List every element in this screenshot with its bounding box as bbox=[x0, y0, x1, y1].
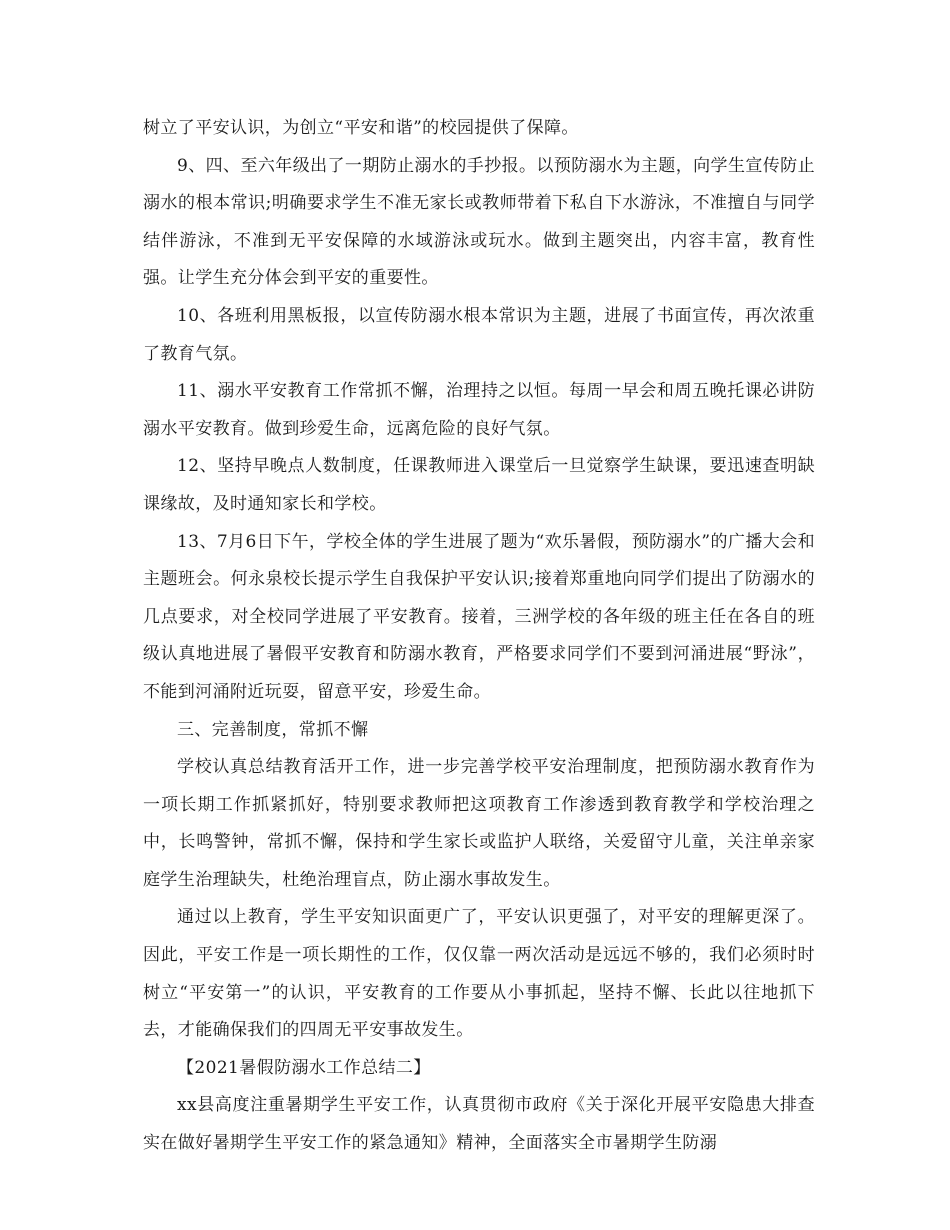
paragraph-item-11: 11、溺水平安教育工作常抓不懈，治理持之以恒。每周一早会和周五晚托课必讲防溺水平安教育。做到珍爱生命，远离危险的良好气氛。 bbox=[143, 381, 815, 439]
paragraph-section-3-body: 学校认真总结教育活开工作，进一步完善学校平安治理制度，把预防溺水教育作为一项长期工作抓紧抓好，特别要求教师把这项教育工作渗透到教育教学和学校治理之中，长鸣警钟，常抓不懈，保持和学生家长或监护人联络，关爱留守儿童，关注单亲家庭学生治理缺失，杜绝治理盲点，防止溺水事故发生。 bbox=[143, 757, 815, 890]
section-heading-3: 三、完善制度，常抓不懈 bbox=[177, 719, 369, 740]
paragraph-summary-two-intro: xx县高度注重暑期学生平安工作，认真贯彻市政府《关于深化开展平安隐患大排查实在做好暑期学生平安工作的紧急通知》精神，全面落实全市暑期学生防溺 bbox=[143, 1095, 815, 1154]
paragraph-item-12: 12、坚持早晚点人数制度，任课教师进入课堂后一旦觉察学生缺课，要迅速查明缺课缘故，及时通知家长和学校。 bbox=[143, 456, 815, 514]
paragraph-item-13: 13、7月6日下午，学校全体的学生进展了题为“欢乐暑假，预防溺水”的广播大会和主题班会。何永泉校长提示学生自我保护平安认识;接着郑重地向同学们提出了防溺水的几点要求，对全校同学进展了平安教育。接着，三洲学校的各年级的班主任在各自的班级认真地进展了暑假平安教育和防溺水教育，严格要求同学们不要到河涌进展“野泳”，不能到河涌附近玩耍，留意平安，珍爱生命。 bbox=[143, 531, 815, 702]
paragraph-continuation: 树立了平安认识，为创立“平安和谐”的校园提供了保障。 bbox=[143, 118, 579, 138]
summary-two-title: 【2021暑假防溺水工作总结二】 bbox=[177, 1057, 431, 1078]
paragraph-item-9: 9、四、至六年级出了一期防止溺水的手抄报。以预防溺水为主题，向学生宣传防止溺水的根本常识;明确要求学生不准无家长或教师带着下私自下水游泳，不准擅自与同学结伴游泳，不准到无平安保障的水域游泳或玩水。做到主题突出，内容丰富，教育性强。让学生充分体会到平安的重要性。 bbox=[143, 155, 815, 289]
document-body bbox=[143, 110, 815, 1163]
paragraph-item-10: 10、各班利用黑板报，以宣传防溺水根本常识为主题，进展了书面宣传，再次浓重了教育气氛。 bbox=[143, 305, 815, 364]
paragraph-conclusion: 通过以上教育，学生平安知识面更广了，平安认识更强了，对平安的理解更深了。因此，平安工作是一项长期性的工作，仅仅靠一两次活动是远远不够的，我们必须时时树立“平安第一”的认识，平安教育的工作要从小事抓起，坚持不懈、长此以往地抓下去，才能确保我们的四周无平安事故发生。 bbox=[143, 907, 815, 1041]
